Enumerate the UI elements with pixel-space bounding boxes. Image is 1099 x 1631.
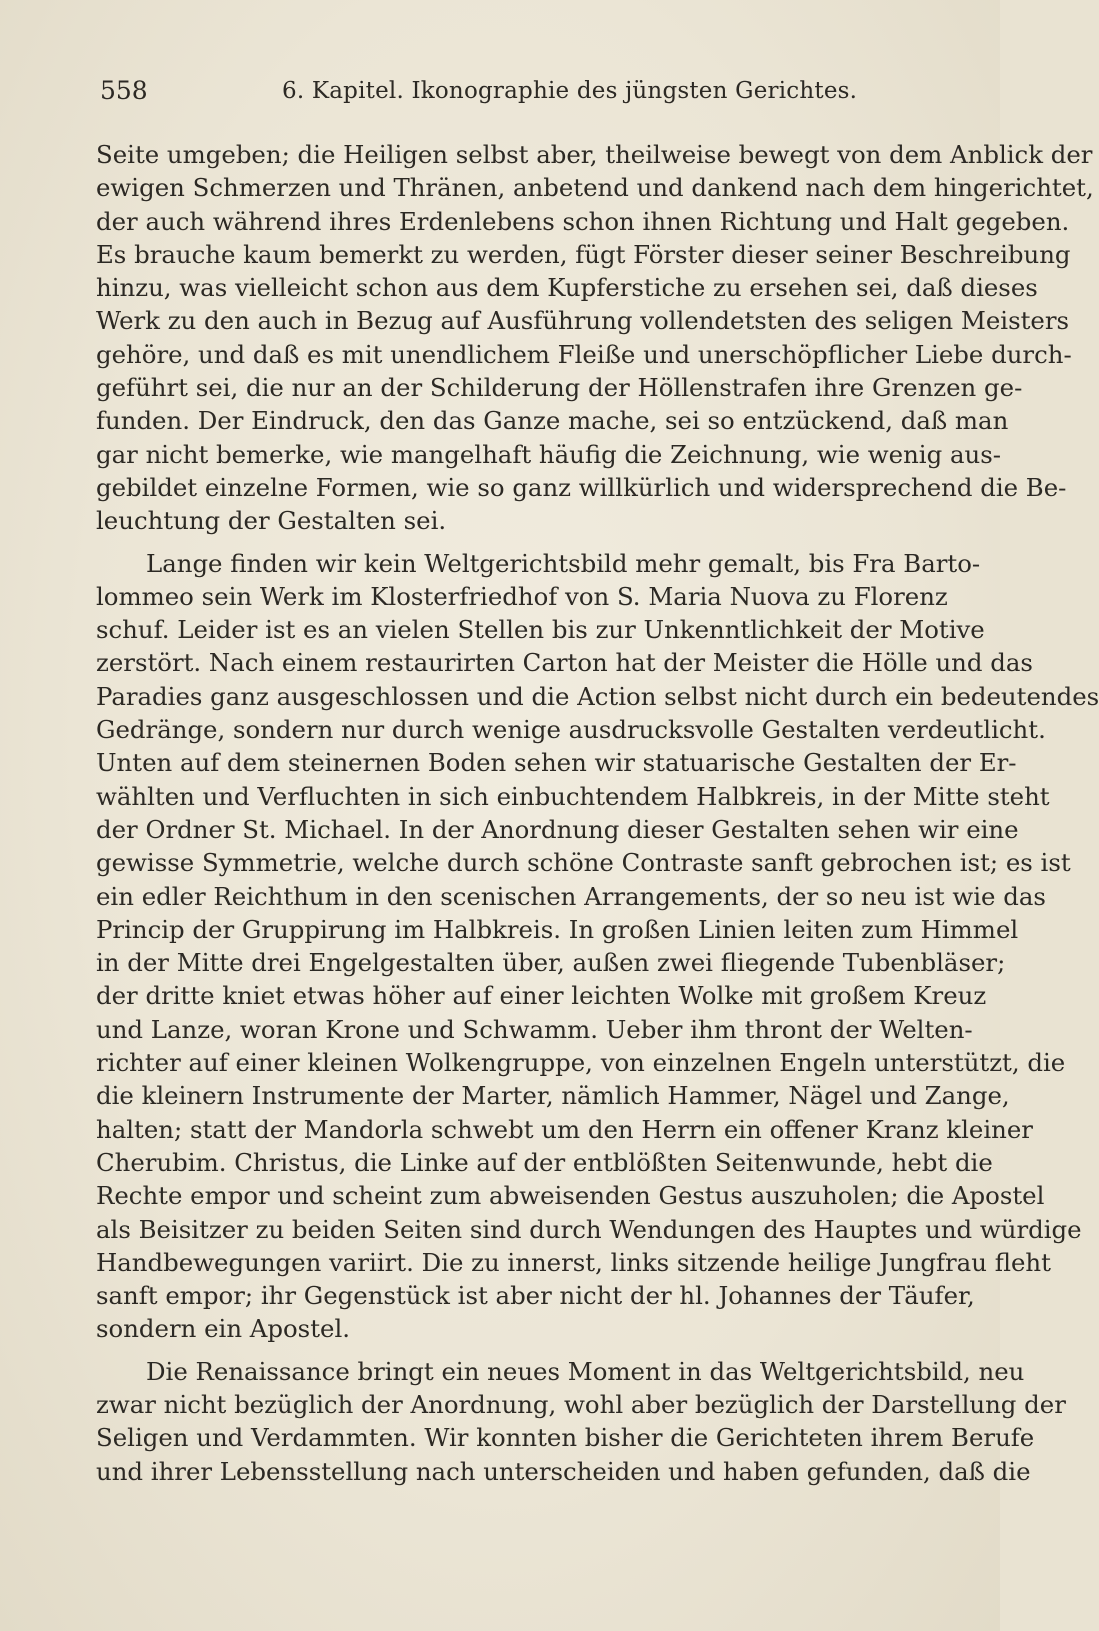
text-line: sondern ein Apostel. bbox=[96, 1314, 350, 1344]
text-line: Paradies ganz ausgeschlossen und die Action selbst nicht durch ein bedeutendes bbox=[96, 681, 1099, 711]
text-line: Lange finden wir kein Weltgerichtsbild mehr gemalt, bis Fra Barto- bbox=[146, 548, 981, 578]
text-line: zerstört. Nach einem restaurirten Carton hat der Meister die Hölle und das bbox=[96, 648, 1033, 678]
text-line: ewigen Schmerzen und Thränen, anbetend und dankend nach dem hingerichtet, bbox=[96, 173, 1094, 203]
text-line: Rechte empor und scheint zum abweisenden Gestus auszuholen; die Apostel bbox=[96, 1181, 1045, 1211]
text-line: gar nicht bemerke, wie mangelhaft häufig die Zeichnung, wie wenig aus- bbox=[96, 439, 1001, 469]
paragraph bbox=[96, 138, 1094, 538]
text-line: als Beisitzer zu beiden Seiten sind durch Wendungen des Hauptes und würdige bbox=[96, 1214, 1082, 1244]
text-line: der dritte kniet etwas höher auf einer leichten Wolke mit großem Kreuz bbox=[96, 981, 987, 1011]
text-line: Es brauche kaum bemerkt zu werden, fügt Förster dieser seiner Beschreibung bbox=[96, 239, 1071, 269]
page-header bbox=[100, 74, 942, 108]
text-line: und ihrer Lebensstellung nach unterscheiden und haben gefunden, daß die bbox=[96, 1456, 1031, 1486]
text-line: zwar nicht bezüglich der Anordnung, wohl aber bezüglich der Darstellung der bbox=[96, 1389, 1066, 1419]
text-line: schuf. Leider ist es an vielen Stellen bis zur Unkenntlichkeit der Motive bbox=[96, 615, 985, 645]
text-line: richter auf einer kleinen Wolkengruppe, von einzelnen Engeln unterstützt, die bbox=[96, 1048, 1066, 1078]
text-line: Cherubim. Christus, die Linke auf der entblößten Seitenwunde, hebt die bbox=[96, 1147, 993, 1177]
paragraph-gap bbox=[96, 1346, 942, 1355]
text-line: die kleinern Instrumente der Marter, nämlich Hammer, Nägel und Zange, bbox=[96, 1081, 1010, 1111]
running-head: 6. Kapitel. Ikonographie des jüngsten Gerichtes. bbox=[282, 78, 858, 104]
text-line: Handbewegungen variirt. Die zu innerst, links sitzende heilige Jungfrau fleht bbox=[96, 1247, 1051, 1277]
text-line: gebildet einzelne Formen, wie so ganz willkürlich und widersprechend die Be- bbox=[96, 472, 1067, 502]
text-line: wählten und Verfluchten in sich einbuchtendem Halbkreis, in der Mitte steht bbox=[96, 781, 1050, 811]
text-line: halten; statt der Mandorla schwebt um den Herrn ein offener Kranz kleiner bbox=[96, 1114, 1033, 1144]
text-line: der auch während ihres Erdenlebens schon ihnen Richtung und Halt gegeben. bbox=[96, 206, 1070, 236]
text-line: Seite umgeben; die Heiligen selbst aber, theilweise bewegt von dem Anblick der bbox=[96, 140, 1093, 169]
text-line: gehöre, und daß es mit unendlichem Fleiße und unerschöpflicher Liebe durch- bbox=[96, 339, 1072, 369]
text-line: ein edler Reichthum in den scenischen Arrangements, der so neu ist wie das bbox=[96, 881, 1046, 911]
text-line: in der Mitte drei Engelgestalten über, außen zwei fliegende Tubenbläser; bbox=[96, 948, 1006, 978]
text-line: der Ordner St. Michael. In der Anordnung dieser Gestalten sehen wir eine bbox=[96, 814, 1019, 844]
text-line: hinzu, was vielleicht schon aus dem Kupferstiche zu ersehen sei, daß dieses bbox=[96, 273, 1038, 303]
text-line: Die Renaissance bringt ein neues Moment in das Weltgerichtsbild, neu bbox=[146, 1356, 1025, 1386]
text-line: funden. Der Eindruck, den das Ganze mache, sei so entzückend, daß man bbox=[96, 406, 1009, 436]
text-line: geführt sei, die nur an der Schilderung der Höllenstrafen ihre Grenzen ge- bbox=[96, 373, 1023, 403]
text-line: Unten auf dem steinernen Boden sehen wir statuarische Gestalten der Er- bbox=[96, 748, 1017, 778]
paragraph bbox=[96, 547, 1099, 1346]
text-line: leuchtung der Gestalten sei. bbox=[96, 506, 447, 536]
page-number: 558 bbox=[100, 76, 148, 105]
text-line: gewisse Symmetrie, welche durch schöne Contraste sanft gebrochen ist; es ist bbox=[96, 848, 1071, 878]
text-line: Seligen und Verdammten. Wir konnten bisher die Gerichteten ihrem Berufe bbox=[96, 1423, 1035, 1453]
paragraph-gap bbox=[96, 538, 942, 547]
text-line: Gedränge, sondern nur durch wenige ausdrucksvolle Gestalten verdeutlicht. bbox=[96, 715, 1046, 745]
text-line: sanft empor; ihr Gegenstück ist aber nicht der hl. Johannes der Täufer, bbox=[96, 1281, 975, 1311]
body-text bbox=[96, 138, 1099, 1488]
text-line: lommeo sein Werk im Klosterfriedhof von S. Maria Nuova zu Florenz bbox=[96, 581, 948, 611]
text-line: Werk zu den auch in Bezug auf Ausführung vollendetsten des seligen Meisters bbox=[96, 306, 1069, 336]
text-line: Princip der Gruppirung im Halbkreis. In großen Linien leiten zum Himmel bbox=[96, 914, 1019, 944]
paragraph bbox=[96, 1355, 1066, 1488]
text-line: und Lanze, woran Krone und Schwamm. Ueber ihm thront der Welten- bbox=[96, 1014, 973, 1044]
